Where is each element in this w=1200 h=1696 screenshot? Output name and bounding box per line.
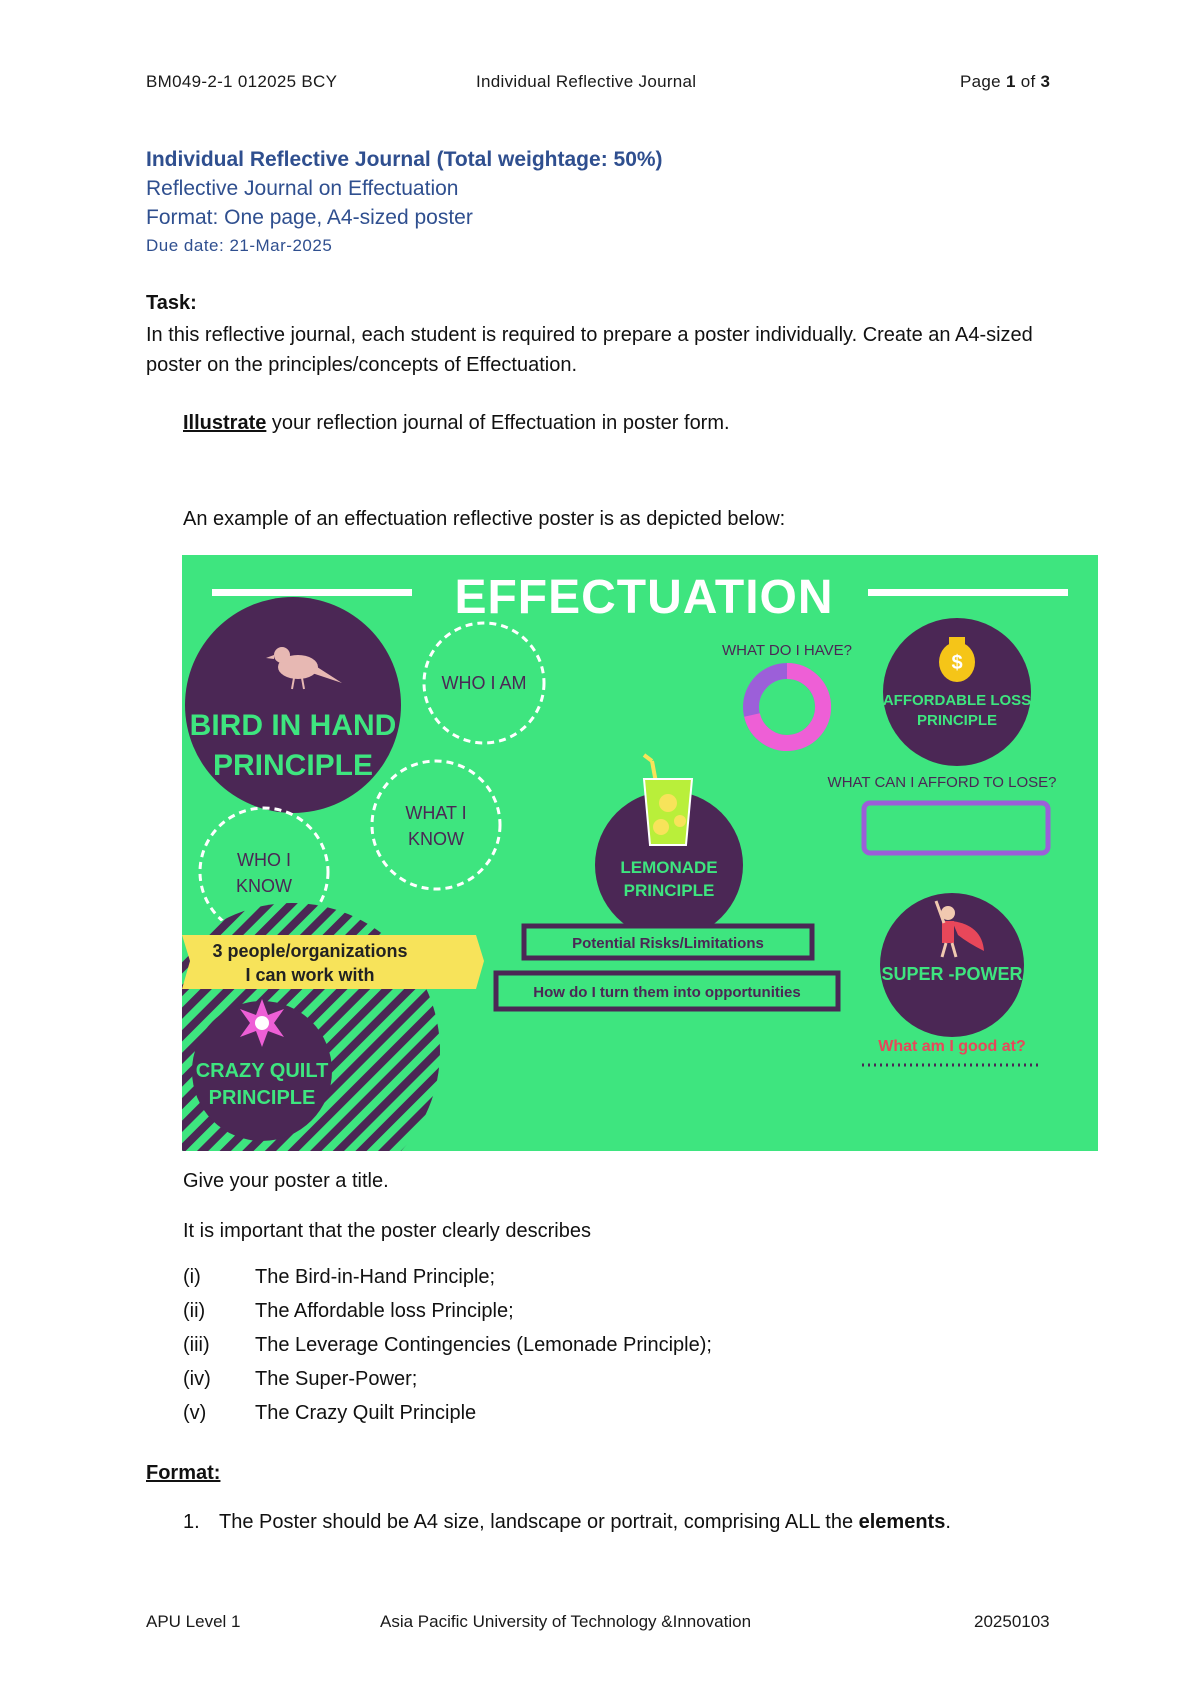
header-title: Individual Reflective Journal	[476, 72, 697, 91]
intro-subtitle: Reflective Journal on Effectuation	[146, 177, 459, 200]
task-heading: Task:	[146, 292, 197, 314]
risks-label: Potential Risks/Limitations	[572, 935, 764, 952]
what-do-i-have-label: WHAT DO I HAVE?	[721, 642, 853, 659]
bird-label-line2: PRINCIPLE	[212, 749, 374, 782]
header-doc-code: BM049-2-1 012025 BCY	[146, 72, 338, 91]
list-item: (iii) The Leverage Contingencies (Lemonade Principle);	[183, 1334, 712, 1356]
footer-center: Asia Pacific University of Technology &Innovation	[380, 1612, 752, 1631]
effectuation-poster	[182, 555, 1098, 1151]
what-afford-label: WHAT CAN I AFFORD TO LOSE?	[827, 774, 1057, 791]
people-banner-line1: 3 people/organizations	[212, 941, 408, 961]
illustrate-line: Illustrate your reflection journal of Effectuation in poster form.	[183, 412, 730, 434]
what-i-know-line1: WHAT I	[405, 803, 467, 823]
give-title-line: Give your poster a title.	[183, 1170, 389, 1192]
principles-list	[183, 1266, 712, 1436]
list-item: (i) The Bird-in-Hand Principle;	[183, 1266, 496, 1288]
format-heading: Format:	[146, 1462, 221, 1484]
super-power-label: SUPER -POWER	[881, 964, 1023, 984]
affordable-label-line2: PRINCIPLE	[916, 712, 998, 729]
example-line: An example of an effectuation reflective poster is as depicted below:	[183, 508, 786, 530]
header-page-number: Page 1 of 3	[960, 72, 1051, 91]
poster-title: EFFECTUATION	[454, 571, 834, 624]
intro-heading: Individual Reflective Journal (Total weightage: 50%)	[146, 148, 663, 171]
who-i-know-line1: WHO I	[237, 850, 291, 870]
format-item-1: 1. The Poster should be A4 size, landscape or portrait, comprising ALL the elements.	[183, 1511, 951, 1533]
task-paragraph: In this reflective journal, each student is required to prepare a poster individually. Create an A4-sized poster on the principles/concepts of Effectuation.	[146, 324, 1033, 376]
svg-text:$: $	[951, 652, 963, 674]
footer-right: 20250103	[974, 1612, 1050, 1631]
lemonade-label-line1: LEMONADE	[620, 858, 718, 877]
opportunities-label: How do I turn them into opportunities	[533, 984, 801, 1001]
crazy-quilt-line1: CRAZY QUILT	[195, 1060, 329, 1082]
crazy-quilt-line2: PRINCIPLE	[208, 1087, 316, 1109]
title-bar-right	[868, 589, 1068, 596]
affordable-label-line1: AFFORDABLE LOSS	[882, 692, 1032, 709]
list-item: (ii) The Affordable loss Principle;	[183, 1300, 514, 1322]
intro-format: Format: One page, A4-sized poster	[146, 206, 473, 229]
list-item: (iv) The Super-Power;	[183, 1368, 418, 1390]
good-at-label: What am I good at?	[878, 1038, 1026, 1055]
what-i-know-line2: KNOW	[408, 829, 464, 849]
bird-label-line1: BIRD IN HAND	[189, 709, 397, 742]
who-i-am-label: WHO I AM	[441, 673, 527, 693]
list-item: (v) The Crazy Quilt Principle	[183, 1402, 477, 1424]
title-bar-left	[212, 589, 412, 596]
lemonade-label-line2: PRINCIPLE	[623, 881, 715, 900]
footer-left: APU Level 1	[146, 1612, 241, 1631]
people-banner-line2: I can work with	[245, 965, 375, 985]
intro-due-date: Due date: 21-Mar-2025	[146, 236, 333, 255]
important-line: It is important that the poster clearly describes	[183, 1220, 591, 1242]
who-i-know-line2: KNOW	[236, 876, 292, 896]
